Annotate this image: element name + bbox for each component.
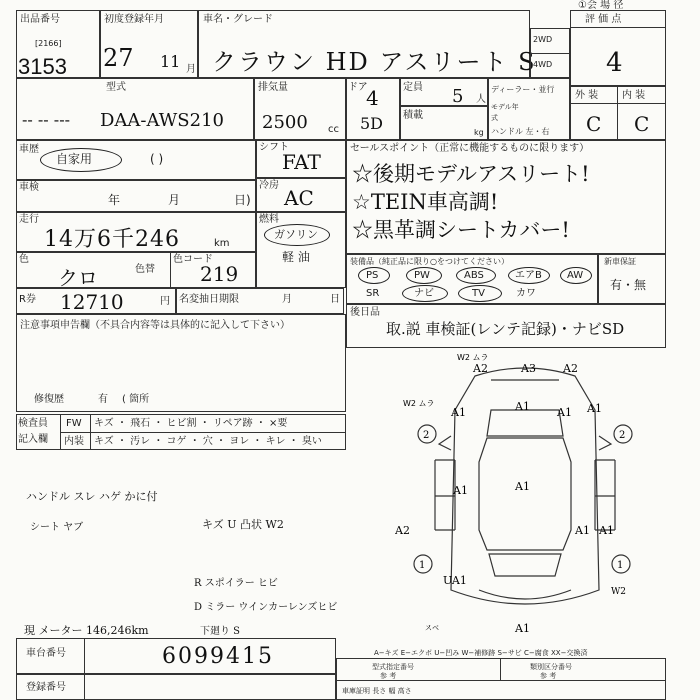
load-unit: kg xyxy=(474,128,484,137)
inspection-month: 月 xyxy=(168,193,181,207)
equip-leather: カワ xyxy=(516,288,536,299)
handnote-1: ハンドル スレ ハゲ かに付 xyxy=(26,490,158,503)
handnote-2: シート ヤブ xyxy=(30,522,84,533)
lot-label: 出品番号 xyxy=(20,14,60,25)
fuel-alt: 軽 油 xyxy=(282,250,310,264)
inspector-row2-text: キズ ・ 汚レ ・ コゲ ・ 穴 ・ ヨレ ・ キレ ・ 臭い xyxy=(94,436,322,447)
mark-1-left: 1 xyxy=(419,560,426,571)
yen-unit: 円 xyxy=(160,296,170,307)
fuel-label: 燃料 xyxy=(259,214,279,225)
mark-w2-rear: W2 xyxy=(611,587,626,597)
ref-1: 参 考 xyxy=(380,672,397,680)
reg-no-label: 登録番号 xyxy=(26,682,66,693)
inspector-label-1: 検査員 xyxy=(18,418,48,429)
form-label-1: 型式指定番号 xyxy=(372,663,414,671)
r-value: 12710 xyxy=(60,290,124,314)
venue-label: ①会 場 径 xyxy=(578,0,624,11)
car-name: クラウン HD アスリート S xyxy=(212,48,537,76)
mark-a1-roof: A1 xyxy=(515,480,530,493)
color-code-value: 219 xyxy=(200,262,239,286)
equip-pw: PW xyxy=(414,270,430,281)
deadline-month: 月 xyxy=(282,294,292,305)
sales-line-1: ☆後期モデルアスリート! xyxy=(352,162,590,186)
displacement-label: 排気量 xyxy=(258,82,288,93)
equip-airbag: エアB xyxy=(515,270,542,281)
mark-a1-door-r: A1 xyxy=(575,524,590,537)
shift-value: FAT xyxy=(282,150,321,174)
form-label-2: 類別区分番号 xyxy=(530,663,572,671)
dealer-label: ディーラー・並行 xyxy=(491,85,555,94)
mileage-value: 14万6千246 xyxy=(44,227,180,252)
repair-have: 有 xyxy=(98,394,108,405)
mark-a2-rear-l: A2 xyxy=(395,524,410,537)
mark-ua1: UA1 xyxy=(443,574,467,587)
model-value: DAA-AWS210 xyxy=(100,110,224,131)
equipment-label: 装備品（純正品に限り○をつけてください） xyxy=(350,257,509,266)
model-year-label: モデル年式 xyxy=(491,103,519,122)
fuel-value: ガソリン xyxy=(274,228,318,241)
handnote-3: キズ U 凸状 W2 xyxy=(202,518,284,531)
chassis-label: 車台番号 xyxy=(26,648,66,659)
aftermarket-label: 後日品 xyxy=(350,307,380,318)
inspector-label-2: 記入欄 xyxy=(18,434,48,445)
reg-year: 27 xyxy=(103,44,134,72)
mark-slip: スベ xyxy=(425,624,439,632)
int-value: C xyxy=(634,112,650,136)
inspection-day: 日) xyxy=(234,193,251,207)
mark-1-right: 1 xyxy=(617,560,624,571)
capacity-unit: 人 xyxy=(476,94,486,105)
mark-a3: A3 xyxy=(521,362,536,375)
history-paren: ( ) xyxy=(150,152,164,166)
mark-w2-left: W2 ムラ xyxy=(403,399,435,408)
mark-a2-left: A2 xyxy=(473,362,488,375)
inspector-row1-text: キズ ・ 飛石 ・ ヒビ割 ・ リペア跡 ・ ×要 xyxy=(94,418,288,429)
car-diagram xyxy=(395,350,655,640)
doors-label: ドア xyxy=(348,82,368,93)
equip-tv: TV xyxy=(472,288,485,299)
mark-a1-mirror: A1 xyxy=(587,402,602,415)
aftermarket-value: 取.説 車検証(レンテ記録)・ナビSD xyxy=(386,320,625,338)
ext-value: C xyxy=(586,112,602,136)
inspection-box xyxy=(16,180,256,212)
doors-value: 4 xyxy=(366,86,379,110)
chassis-value: 6099415 xyxy=(162,644,274,669)
capacity-label: 定員 xyxy=(403,82,423,93)
inspector-row2-tag: 内装 xyxy=(64,436,84,447)
equip-navi: ナビ xyxy=(414,288,434,299)
equip-abs: ABS xyxy=(464,270,484,281)
grade-label: 評 価 点 xyxy=(585,14,622,25)
lot-number: 3153 xyxy=(18,54,67,79)
handle-label: ハンドル 左・右 xyxy=(491,127,550,136)
mark-a1-rear: A1 xyxy=(515,622,530,635)
mileage-label: 走行 xyxy=(19,214,39,225)
sales-line-3: ☆黒革調シートカバー! xyxy=(352,218,570,242)
inspection-year: 年 xyxy=(108,193,121,207)
ac-label: 冷房 xyxy=(259,180,279,191)
new-car-label: 新車保証 xyxy=(604,257,636,266)
handnote-7: 現 メーター 146,246km xyxy=(24,624,149,637)
reg-year-label: 初度登録年月 xyxy=(104,14,164,25)
mark-a1-fl: A1 xyxy=(451,406,466,419)
cc-unit: cc xyxy=(328,124,339,135)
reg-month: 11 xyxy=(160,52,181,71)
mark-a1-door-l: A1 xyxy=(453,484,468,497)
capacity-value: 5 xyxy=(452,86,464,107)
handnote-5: D ミラー ウインカーレンズヒビ xyxy=(194,602,338,613)
repair-place: ( 箇所 xyxy=(122,394,150,405)
ext-label: 外 装 xyxy=(575,90,599,101)
history-private: 自家用 xyxy=(56,152,93,166)
sales-label: セールスポイント（正常に機能するものに限ります） xyxy=(350,143,590,154)
repair-label: 修復歴 xyxy=(34,394,64,405)
mark-a1-fr: A1 xyxy=(557,406,572,419)
model-label: 型式 xyxy=(106,82,126,93)
ref-2: 参 考 xyxy=(540,672,557,680)
km-unit: km xyxy=(214,238,230,249)
lot-bracket: [2166] xyxy=(35,39,62,48)
mark-w2-top: W2 ムラ xyxy=(457,353,489,362)
equip-aw: AW xyxy=(567,270,584,281)
deadline-day: 日 xyxy=(330,294,340,305)
displacement-value: 2500 xyxy=(262,112,308,133)
name-grade-label: 車名・グレード xyxy=(203,14,273,25)
deadline-label: 名変抽日期限 xyxy=(179,294,239,305)
color-no-label: 色替 xyxy=(135,264,155,275)
color-code-label: 色コード xyxy=(173,254,213,265)
equip-ps: PS xyxy=(366,270,379,281)
score-value: 4 xyxy=(606,48,623,78)
inspector-row1-tag: FW xyxy=(66,418,82,429)
drive-2wd: 2WD xyxy=(533,35,553,44)
ac-value: AC xyxy=(284,186,314,210)
mark-a1-rear-r: A1 xyxy=(599,524,614,537)
mark-a1-hood: A1 xyxy=(515,400,530,413)
load-label: 積載 xyxy=(403,110,423,121)
shift-label: シフト xyxy=(259,142,289,153)
handnote-4: R スポイラー ヒビ xyxy=(194,578,278,589)
history-label: 車歴 xyxy=(19,144,39,155)
color-label: 色 xyxy=(19,254,29,265)
int-label: 内 装 xyxy=(622,90,646,101)
inspection-label: 車検 xyxy=(19,182,39,193)
equip-sr: SR xyxy=(366,288,380,299)
model-dashes: -- -- --- xyxy=(22,110,71,129)
r-label: R券 xyxy=(19,294,36,305)
drive-4wd: 4WD xyxy=(533,60,553,69)
notes-title: 注意事項申告欄（不具合内容等は具体的に記入して下さい） xyxy=(20,320,290,331)
handnote-6: 下廻り S xyxy=(200,626,241,637)
new-car-value: 有・無 xyxy=(610,278,647,292)
color-value: クロ xyxy=(58,266,98,290)
month-unit: 月 xyxy=(186,64,196,75)
door-sub: 5D xyxy=(360,114,384,133)
sales-line-2: ☆TEIN車高調! xyxy=(352,190,499,214)
legend: A−キズ E−エクボ U−凹み W−補修跡 S−サビ C−腐食 XX−交換済 xyxy=(374,649,588,657)
mark-2-right: 2 xyxy=(619,430,626,441)
mark-a2-right: A2 xyxy=(563,362,578,375)
small-row: 車庫証明 長さ 幅 高さ xyxy=(342,687,412,695)
mark-2-left: 2 xyxy=(423,430,430,441)
